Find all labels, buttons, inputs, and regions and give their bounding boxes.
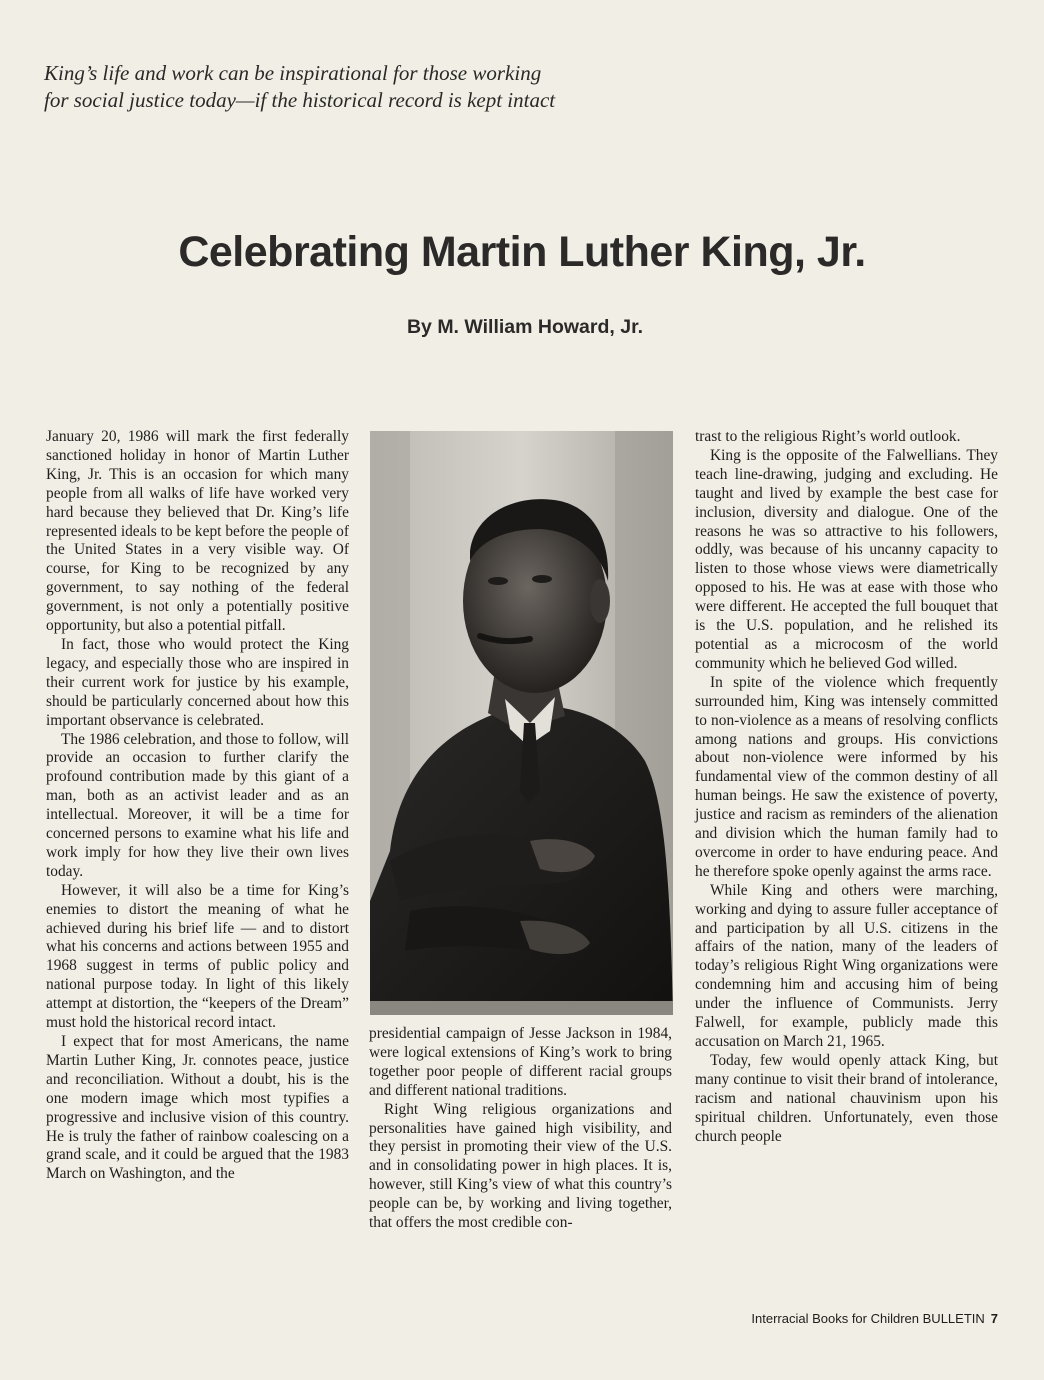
paragraph: trast to the religious Right’s world outlook.	[695, 428, 961, 445]
portrait-photo	[370, 431, 673, 1015]
article-title: Celebrating Martin Luther King, Jr.	[178, 228, 866, 276]
paragraph: In fact, those who would protect the King legacy, and especially those who are inspired in their current work for justice by his example, should be particularly concerned about how this important observance is celebrated.	[46, 635, 349, 729]
article-column-1	[46, 428, 349, 1288]
page-number: 7	[990, 1311, 998, 1326]
paragraph: However, it will also be a time for King’s enemies to distort the meaning of what he achieved during his brief life — and to distort what his concerns and actions between 1955 and 1968 suggest in terms of public policy and national purpose today. In light of this likely attempt at distortion, the “keepers of the Dream” must hold the historical record intact.	[46, 881, 349, 1032]
article-column-2	[369, 1025, 672, 1295]
paragraph: Today, few would openly attack King, but many continue to visit their brand of intolerance, racism and national chauvinism upon his spiritual children. Unfortunately, even those church people	[695, 1051, 998, 1145]
article-byline: By M. William Howard, Jr.	[406, 316, 644, 338]
deck-line-1: King’s life and work can be inspirational for those working	[44, 61, 542, 85]
paragraph: January 20, 1986 will mark the first federally sanctioned holiday in honor of Martin Luther King, Jr. This is an occasion for which many people from all walks of life have worked very hard because they believed that Dr. King’s life represented ideals to be kept before the people of the United States in a very visible way. Of course, for King to be recognized by any government, to say nothing of the federal government, is not only a potentially positive opportunity, but also a potential pitfall.	[46, 428, 349, 635]
deck-line-2: for social justice today—if the historical record is kept intact	[44, 88, 556, 112]
show-through-texture	[690, 60, 1000, 390]
paragraph: In spite of the violence which frequently surrounded him, King was intensely committed to non-violence as a means of resolving conflicts among nations and groups. His convictions about non-violence were informed by his fundamental view of the common destiny of all human beings. He saw the existence of poverty, justice and racism as reminders of the alienation and division which the human family had to overcome in order to have enduring peace. And he therefore spoke openly against the arms race.	[695, 673, 998, 880]
page-footer	[751, 1311, 998, 1326]
paragraph: presidential campaign of Jesse Jackson in 1984, were logical extensions of King’s work to bring together poor people of different racial groups and different national traditions.	[369, 1025, 672, 1099]
paragraph: I expect that for most Americans, the name Martin Luther King, Jr. connotes peace, justice and reconciliation. Without a doubt, his is the one modern image which most typifies a progressive and inclusive vision of this country. He is truly the father of rainbow coalescing on a grand scale, and it could be argued that the 1983 March on Washington, and the	[46, 1033, 349, 1183]
paragraph: King is the opposite of the Falwellians. They teach line-drawing, judging and excluding. He taught and lived by example the best case for inclusion, diversity and dialogue. One of the reasons he was so attractive to his followers, oddly, was because of his uncanny capacity to listen to those whose views were diametrically opposed to his. He was at ease with those who were different. He accepted the full bouquet that is the U.S. population, and he relished its potential as a microcosm of the world community which he believed God willed.	[695, 446, 998, 672]
publication-name: Interracial Books for Children BULLETIN	[751, 1311, 985, 1326]
paragraph: Right Wing religious organizations and personalities have gained high visibility, and they persist in promoting their view of the U.S. and in consolidating power in high places. It is, however, still King’s view of what this country’s people can be, by working and living together, that offers the most credible con-	[369, 1100, 672, 1232]
article-column-3	[695, 428, 998, 1288]
article-deck	[44, 60, 664, 114]
paragraph: While King and others were marching, working and dying to assure fuller acceptance of and participation by all U.S. citizens in the affairs of the nation, many of the leaders of today’s religious Right Wing organizations were condemning him and accusing him of being under the influence of Communists. Jerry Falwell, for example, publicly made this accusation on March 21, 1965.	[695, 881, 998, 1050]
paragraph: The 1986 celebration, and those to follow, will provide an occasion to further clarify the profound contribution made by this giant of a man, both as an activist leader and as an intellectual. Moreover, it will be a time for concerned persons to examine what his life and work imply for how they live their own lives today.	[46, 730, 349, 880]
